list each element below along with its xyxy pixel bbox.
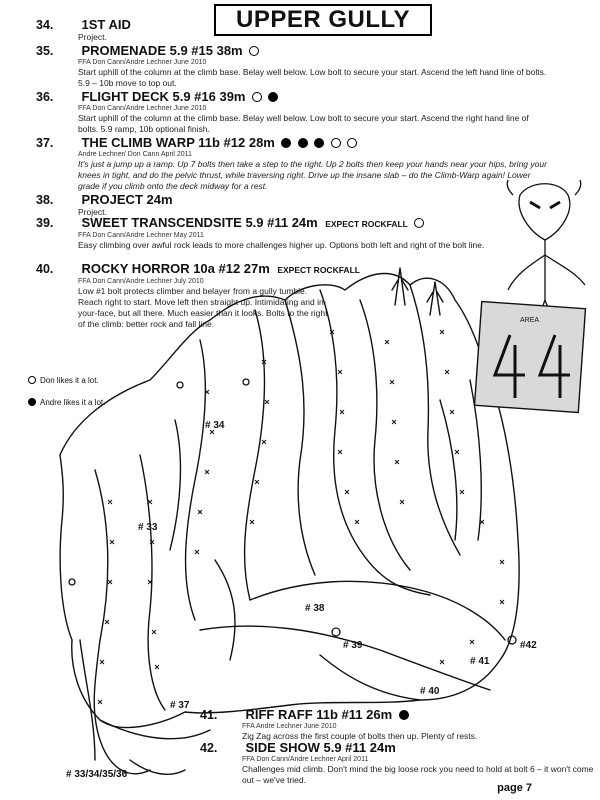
route-name: RIFF RAFF 11b #11 26m (245, 707, 393, 722)
route-name: SWEET TRANSCENDSITE 5.9 #11 24m (81, 215, 318, 230)
route-ffa: FFA Andre Lechner June 2010 (242, 723, 337, 730)
sign-label: AREA (520, 317, 540, 324)
route-name: SIDE SHOW 5.9 #11 24m (245, 740, 396, 755)
andre-smiley-icon (399, 710, 409, 720)
route-ffa: FFA Don Cann/Andre Lechner June 2010 (78, 59, 207, 66)
route-name: THE CLIMB WARP 11b #12 28m (81, 135, 275, 150)
route-number: 36. (36, 90, 54, 104)
route-description: Zig Zag across the first couple of bolts then up. Plenty of rests. (242, 731, 478, 741)
route-number: 34. (36, 18, 54, 32)
route-label-37: # 37 (170, 700, 190, 711)
route-label-38: # 38 (305, 603, 325, 614)
route-name: ROCKY HORROR 10a #12 27m (81, 261, 270, 276)
rockfall-warning: EXPECT ROCKFALL (277, 265, 360, 275)
route-number: 40. (36, 262, 54, 276)
rockfall-warning: EXPECT ROCKFALL (325, 219, 408, 229)
route-name: 1ST AID (81, 17, 131, 32)
pillar-33 (60, 455, 72, 640)
route-description: Low #1 bolt protects climber and belayer from a gully tumble. Reach right to start. Move left then straight up. Intimidating and in-your-face, but all there. Much easier than it looks. Bolts to the right of the climb: better rock and fall line. (78, 286, 328, 329)
route-label-34: # 34 (205, 420, 225, 431)
anchor-markers (69, 379, 516, 644)
route-number: 39. (36, 216, 54, 230)
route-description: It's just a jump up a ramp. Up 7 bolts then take a step to the right. Up 2 bolts then keep your hands near your hips, bring your knees in tight, and do the pelvic thrust, while traversing right. Drive up the insane slab – do the Climb-Warp again! Lower grade if you climb onto the deck midway for a rest. (78, 159, 547, 191)
route-name: PROJECT 24m (81, 192, 173, 207)
route-ffa: FFA Don Cann/Andre Lechner June 2010 (78, 105, 207, 112)
route-description: Easy climbing over awful rock leads to more challenges higher up. Options both left and right of the bolt line. (78, 240, 485, 250)
route-description: Start uphill of the column at the climb base. Belay well below. Low bolt to secure your start. Ascend the left hand line of bolts. 5.9 – 10b move to top out. (78, 67, 547, 88)
route-ffa: FFA Don Cann/Andre Lechner May 2011 (78, 232, 204, 239)
route-number: 38. (36, 193, 54, 207)
route-label-41: # 41 (470, 656, 490, 667)
page-number: page 7 (497, 782, 532, 794)
route-ffa: FFA Don Cann/Andre Lechner July 2010 (78, 278, 204, 285)
route-description: Project. (78, 207, 107, 217)
diagram-caption: # 33/34/35/36 (66, 769, 128, 780)
page-title: UPPER GULLY (214, 4, 432, 36)
route-label-39: # 39 (343, 640, 363, 651)
route-label-33: # 33 (138, 522, 158, 533)
route-name: FLIGHT DECK 5.9 #16 39m (81, 89, 246, 104)
route-number: 35. (36, 44, 54, 58)
route-description: Start uphill of the column at the climb base. Belay well below. Low bolt to secure your start. Ascend the right hand line of bolts. 5.9 ramp, 10b optional finish. (78, 113, 529, 134)
bolt-markers (98, 330, 504, 704)
legend-don: Don likes it a lot. (28, 376, 99, 385)
route-number: 37. (36, 136, 54, 150)
route-number: 41. (200, 708, 218, 722)
route-label-40: # 40 (420, 686, 440, 697)
legend-andre: Andre likes it a lot. (28, 398, 105, 407)
crag-outline (60, 274, 519, 728)
route-name: PROMENADE 5.9 #15 38m (81, 43, 243, 58)
route-entry-41 (200, 708, 600, 742)
route-number: 42. (200, 741, 218, 755)
route-label-42: #42 (520, 640, 537, 651)
route-description: Challenges mid climb. Don't mind the big loose rock you need to hold at bolt 6 – it won't come out – we've tried. (242, 764, 594, 785)
route-ffa: Andre Lechner/ Don Cann April 2011 (78, 151, 192, 158)
route-description: Project. (78, 32, 107, 42)
route-entry-42 (200, 741, 600, 786)
route-ffa: FFA Don Cann/Andre Lechner April 2011 (242, 756, 369, 763)
